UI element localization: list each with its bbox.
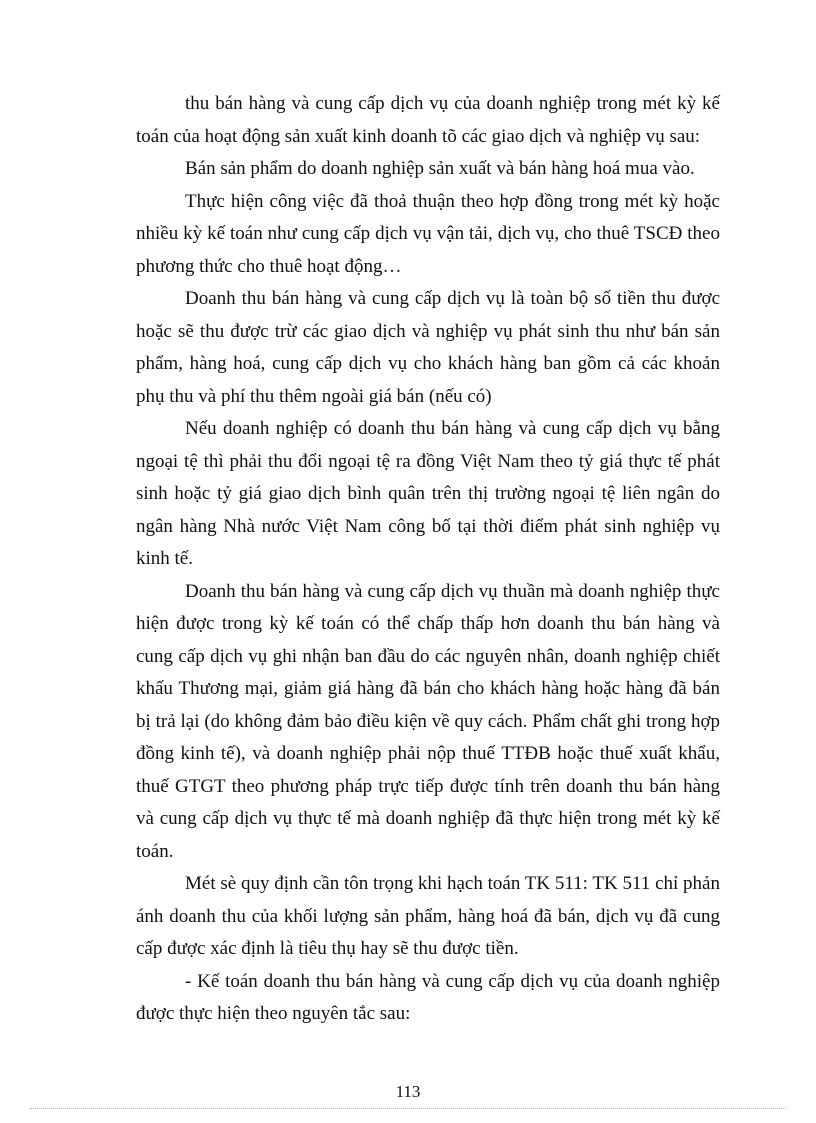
page-number: 113 (395, 1082, 421, 1101)
paragraph-product-sales: Bán sản phẩm do doanh nghiệp sản xuất và bán hàng hoá mua vào. (185, 158, 695, 179)
paragraph-service-contracts: Thực hiện công việc đã thoả thuận theo hợp đồng trong mét kỳ hoặc nhiều kỳ kế toán như cung cấp dịch vụ vận tải, dịch vụ, cho thuê TSCĐ theo phương thức cho thuê hoạt động… (136, 190, 720, 277)
paragraph-foreign-currency: Nếu doanh nghiệp có doanh thu bán hàng và cung cấp dịch vụ bằng ngoại tệ thì phải thu đổi ngoại tệ ra đồng Việt Nam theo tỷ giá thực tế phát sinh hoặc tỷ giá giao dịch bình quân trên thị trường ngoại tệ liên ngân do ngân hàng Nhà nước Việt Nam công bố tại thời điểm phát sinh nghiệp vụ kinh tế. (136, 418, 720, 569)
document-body (136, 88, 720, 1031)
paragraph-tk511-rules: Mét sè quy định cần tôn trọng khi hạch toán TK 511: TK 511 chỉ phản ánh doanh thu của khối lượng sản phẩm, hàng hoá đã bán, dịch vụ đã cung cấp được xác định là tiêu thụ hay sẽ thu được tiền. (136, 873, 720, 959)
paragraph-revenue-definition-continued: thu bán hàng và cung cấp dịch vụ của doanh nghiệp trong mét kỳ kế toán của hoạt động sản xuất kinh doanh tõ các giao dịch và nghiệp vụ sau: (136, 93, 720, 147)
paragraph-revenue-total: Doanh thu bán hàng và cung cấp dịch vụ là toàn bộ số tiền thu được hoặc sẽ thu được trừ các giao dịch và nghiệp vụ phát sinh thu như bán sản phẩm, hàng hoá, cung cấp dịch vụ cho khách hàng ban gồm cả các khoản phụ thu và phí thu thêm ngoài giá bán (nếu có) (136, 288, 720, 407)
footer-divider (30, 1108, 786, 1109)
paragraph-accounting-principles: - Kế toán doanh thu bán hàng và cung cấp dịch vụ của doanh nghiệp được thực hiện theo nguyên tắc sau: (136, 970, 720, 1024)
paragraph-net-revenue: Doanh thu bán hàng và cung cấp dịch vụ thuần mà doanh nghiệp thực hiện được trong kỳ kế toán có thể chấp thấp hơn doanh thu bán hàng và cung cấp dịch vụ ghi nhận ban đầu do các nguyên nhân, doanh nghiệp chiết khấu Thương mại, giảm giá hàng đã bán cho khách hàng hoặc hàng đã bán bị trả lại (do không đảm bảo điều kiện về quy cách. Phẩm chất ghi trong hợp đồng kinh tế), và doanh nghiệp phải nộp thuế TTĐB hoặc thuế xuất khẩu, thuế GTGT theo phương pháp trực tiếp được tính trên doanh thu bán hàng và cung cấp dịch vụ thực tế mà doanh nghiệp đã thực hiện trong mét kỳ kế toán. (136, 580, 720, 862)
